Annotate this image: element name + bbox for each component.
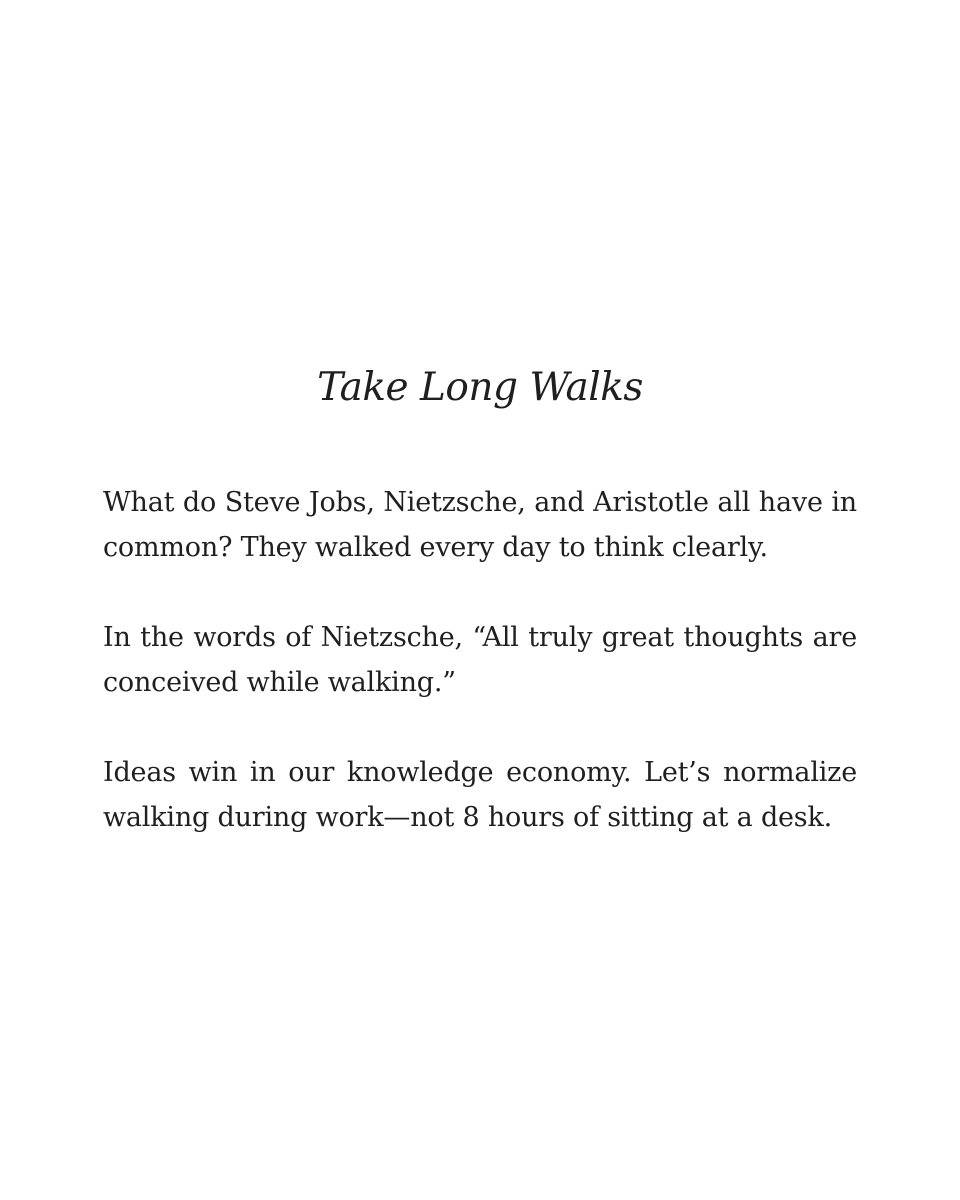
- paragraph-2: In the words of Nietzsche, “All truly great thoughts are conceived while walking.”: [103, 622, 857, 698]
- page-title: Take Long Walks: [317, 365, 643, 410]
- paragraph-3: Ideas win in our knowledge economy. Let’s normalize walking during work—not 8 hours of sitting at a desk.: [103, 757, 857, 833]
- paragraph-1: What do Steve Jobs, Nietzsche, and Aristotle all have in common? They walked every day to think clearly.: [103, 487, 857, 563]
